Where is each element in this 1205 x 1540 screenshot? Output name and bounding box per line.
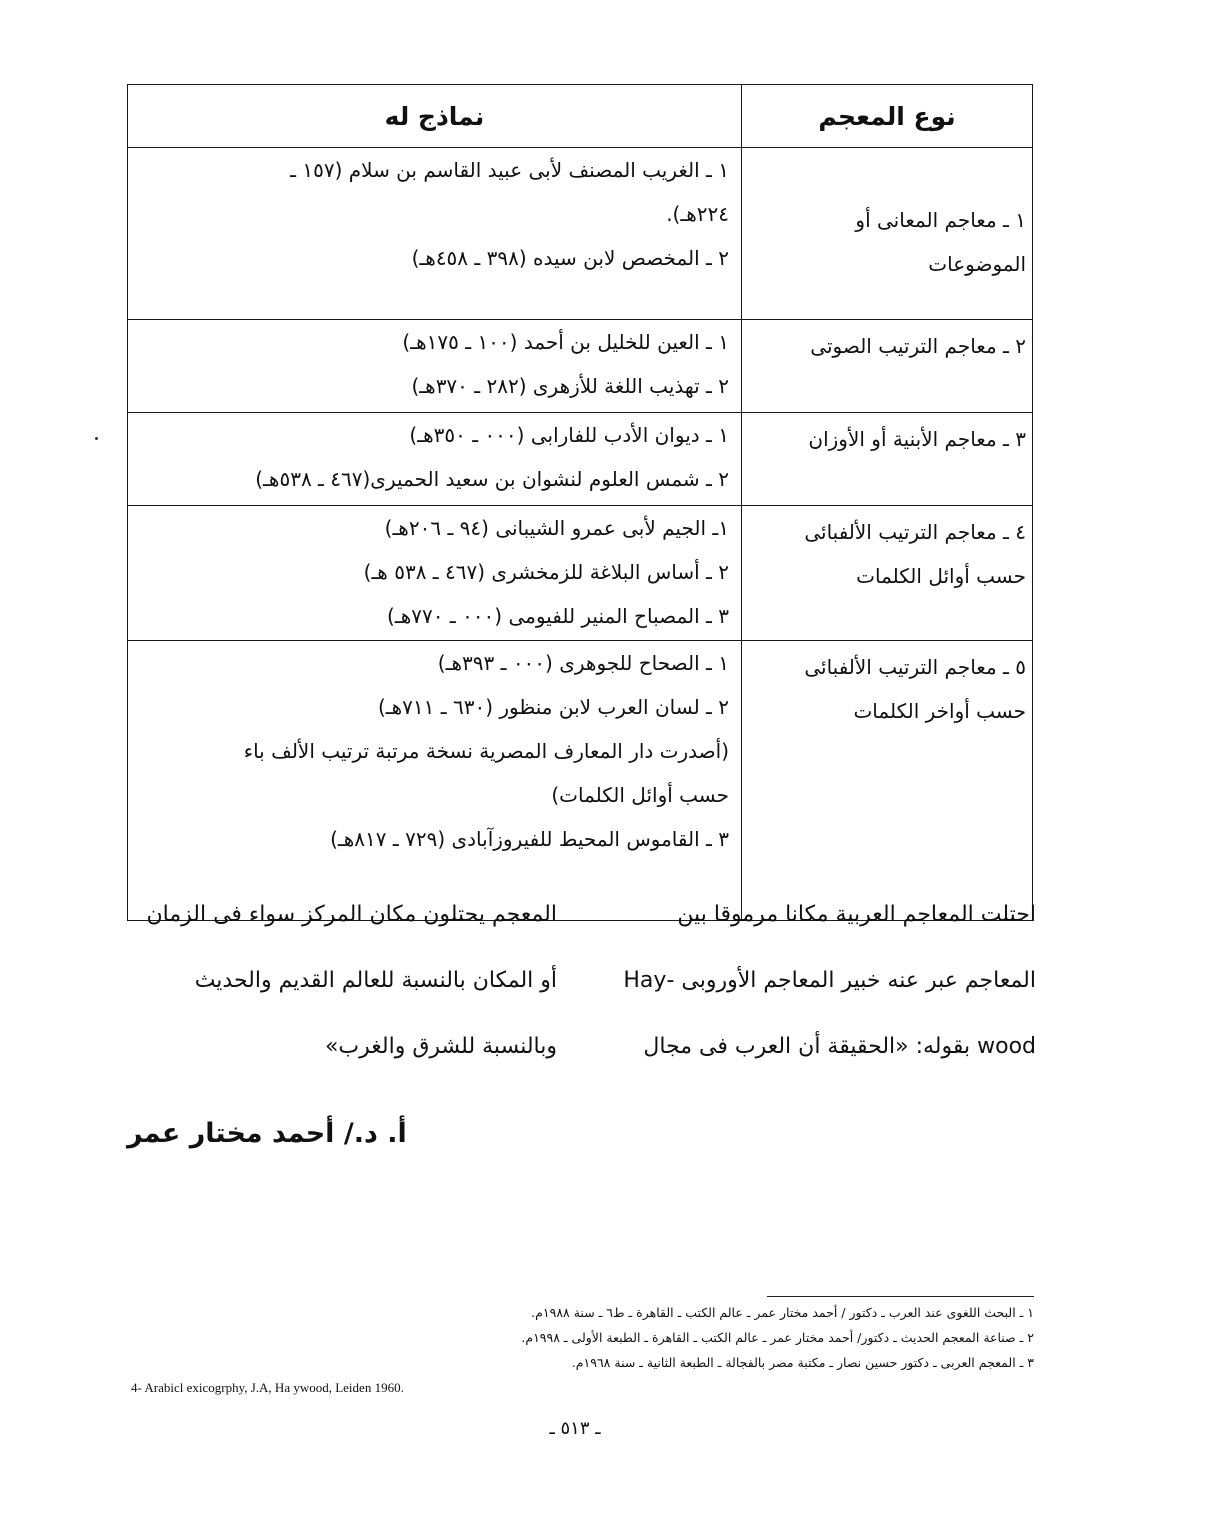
paragraph-line: المعاجم عبر عنه خبير المعاجم الأوروبى -Hay [623, 968, 1036, 993]
author-signature: أ. د./ أحمد مختار عمر [127, 1118, 407, 1149]
example-line: ٣ ـ المصباح المنير للفيومى (٠٠٠ ـ ٧٧٠هـ) [387, 604, 729, 628]
examples-cell [128, 320, 742, 413]
example-line: ١ـ الجيم لأبى عمرو الشيبانى (٩٤ ـ ٢٠٦هـ) [384, 516, 729, 540]
paragraph-line: احتلت المعاجم العربية مكانا مرموقا بين [677, 902, 1036, 927]
scan-speck [95, 437, 98, 440]
paragraph-left-column [127, 882, 557, 1080]
type-cell [742, 413, 1033, 506]
example-line: (أصدرت دار المعارف المصرية نسخة مرتبة ترتيب الألف باء [243, 739, 729, 763]
header-examples: نماذج له [128, 85, 742, 148]
table-header-row [128, 85, 1033, 148]
example-line: ٢ ـ لسان العرب لابن منظور (٦٣٠ ـ ٧١١هـ) [377, 695, 729, 719]
table-row [128, 320, 1033, 413]
example-line: ١ ـ العين للخليل بن أحمد (١٠٠ ـ ١٧٥هـ) [402, 330, 729, 354]
examples-cell [128, 148, 742, 320]
type-line: ٢ ـ معاجم الترتيب الصوتى [810, 334, 1026, 358]
paragraph-line: وبالنسبة للشرق والغرب» [324, 1034, 557, 1059]
examples-cell [128, 413, 742, 506]
footnote-divider [767, 1296, 1034, 1297]
type-line: حسب أوائل الكلمات [856, 564, 1026, 588]
table-row [128, 506, 1033, 641]
footnote-item: ٣ ـ المعجم العربى ـ دكتور حسين نصار ـ مكتبة مصر بالفجالة ـ الطبعة الثانية ـ سنة ١٩٦٨م. [571, 1355, 1034, 1370]
example-line: ٢٢٤هـ). [666, 202, 729, 226]
footnote-latin: 4- Arabicl exicogrphy, J.A, Ha ywood, Leiden 1960. [131, 1380, 404, 1395]
example-line: ١ ـ الصحاح للجوهرى (٠٠٠ ـ ٣٩٣هـ) [437, 651, 729, 675]
type-cell [742, 148, 1033, 320]
example-line: حسب أوائل الكلمات) [551, 783, 729, 807]
type-line: الموضوعات [928, 252, 1026, 276]
examples-cell [128, 641, 742, 921]
type-line: ١ ـ معاجم المعانى أو [855, 208, 1026, 232]
paragraph-right-column [612, 882, 1036, 1080]
paragraph-line: أو المكان بالنسبة للعالم القديم والحديث [194, 968, 557, 993]
example-line: ٣ ـ القاموس المحيط للفيروزآبادى (٧٢٩ ـ ٨١٧هـ) [330, 827, 729, 851]
type-cell [742, 506, 1033, 641]
paragraph-line: wood بقوله: «الحقيقة أن العرب فى مجال [643, 1034, 1036, 1059]
type-line: ٥ ـ معاجم الترتيب الألفبائى [804, 655, 1026, 679]
examples-cell [128, 506, 742, 641]
dictionary-types-table [127, 84, 1033, 921]
header-dictionary-type: نوع المعجم [742, 85, 1033, 148]
table-row [128, 641, 1033, 921]
type-line: ٤ ـ معاجم الترتيب الألفبائى [804, 520, 1026, 544]
page-number: ـ ٥١٣ ـ [549, 1418, 601, 1439]
example-line: ٢ ـ أساس البلاغة للزمخشرى (٤٦٧ ـ ٥٣٨ هـ) [363, 560, 729, 584]
type-cell [742, 641, 1033, 921]
footnote-item: ٢ ـ صناعة المعجم الحديث ـ دكتور/ أحمد مختار عمر ـ عالم الكتب ـ القاهرة ـ الطبعة الأولى ـ ١٩٩٨م. [521, 1330, 1034, 1345]
footnotes [420, 1300, 1034, 1375]
table-row [128, 148, 1033, 320]
paragraph-line: المعجم يحتلون مكان المركز سواء فى الزمان [146, 902, 557, 927]
type-line: حسب أواخر الكلمات [853, 699, 1026, 723]
example-line: ١ ـ الغريب المصنف لأبى عبيد القاسم بن سلام (١٥٧ ـ [290, 158, 729, 182]
example-line: ٢ ـ المخصص لابن سيده (٣٩٨ ـ ٤٥٨هـ) [411, 246, 729, 270]
example-line: ١ ـ ديوان الأدب للفارابى (٠٠٠ ـ ٣٥٠هـ) [409, 423, 729, 447]
table-row [128, 413, 1033, 506]
type-line: ٣ ـ معاجم الأبنية أو الأوزان [808, 427, 1026, 451]
type-cell [742, 320, 1033, 413]
footnote-item: ١ ـ البحث اللغوى عند العرب ـ دكتور / أحمد مختار عمر ـ عالم الكتب ـ القاهرة ـ ط٦ ـ سنة ١٩٨٨م. [531, 1305, 1034, 1320]
example-line: ٢ ـ شمس العلوم لنشوان بن سعيد الحميرى(٤٦٧ ـ ٥٣٨هـ) [255, 467, 729, 491]
example-line: ٢ ـ تهذيب اللغة للأزهرى (٢٨٢ ـ ٣٧٠هـ) [411, 374, 729, 398]
